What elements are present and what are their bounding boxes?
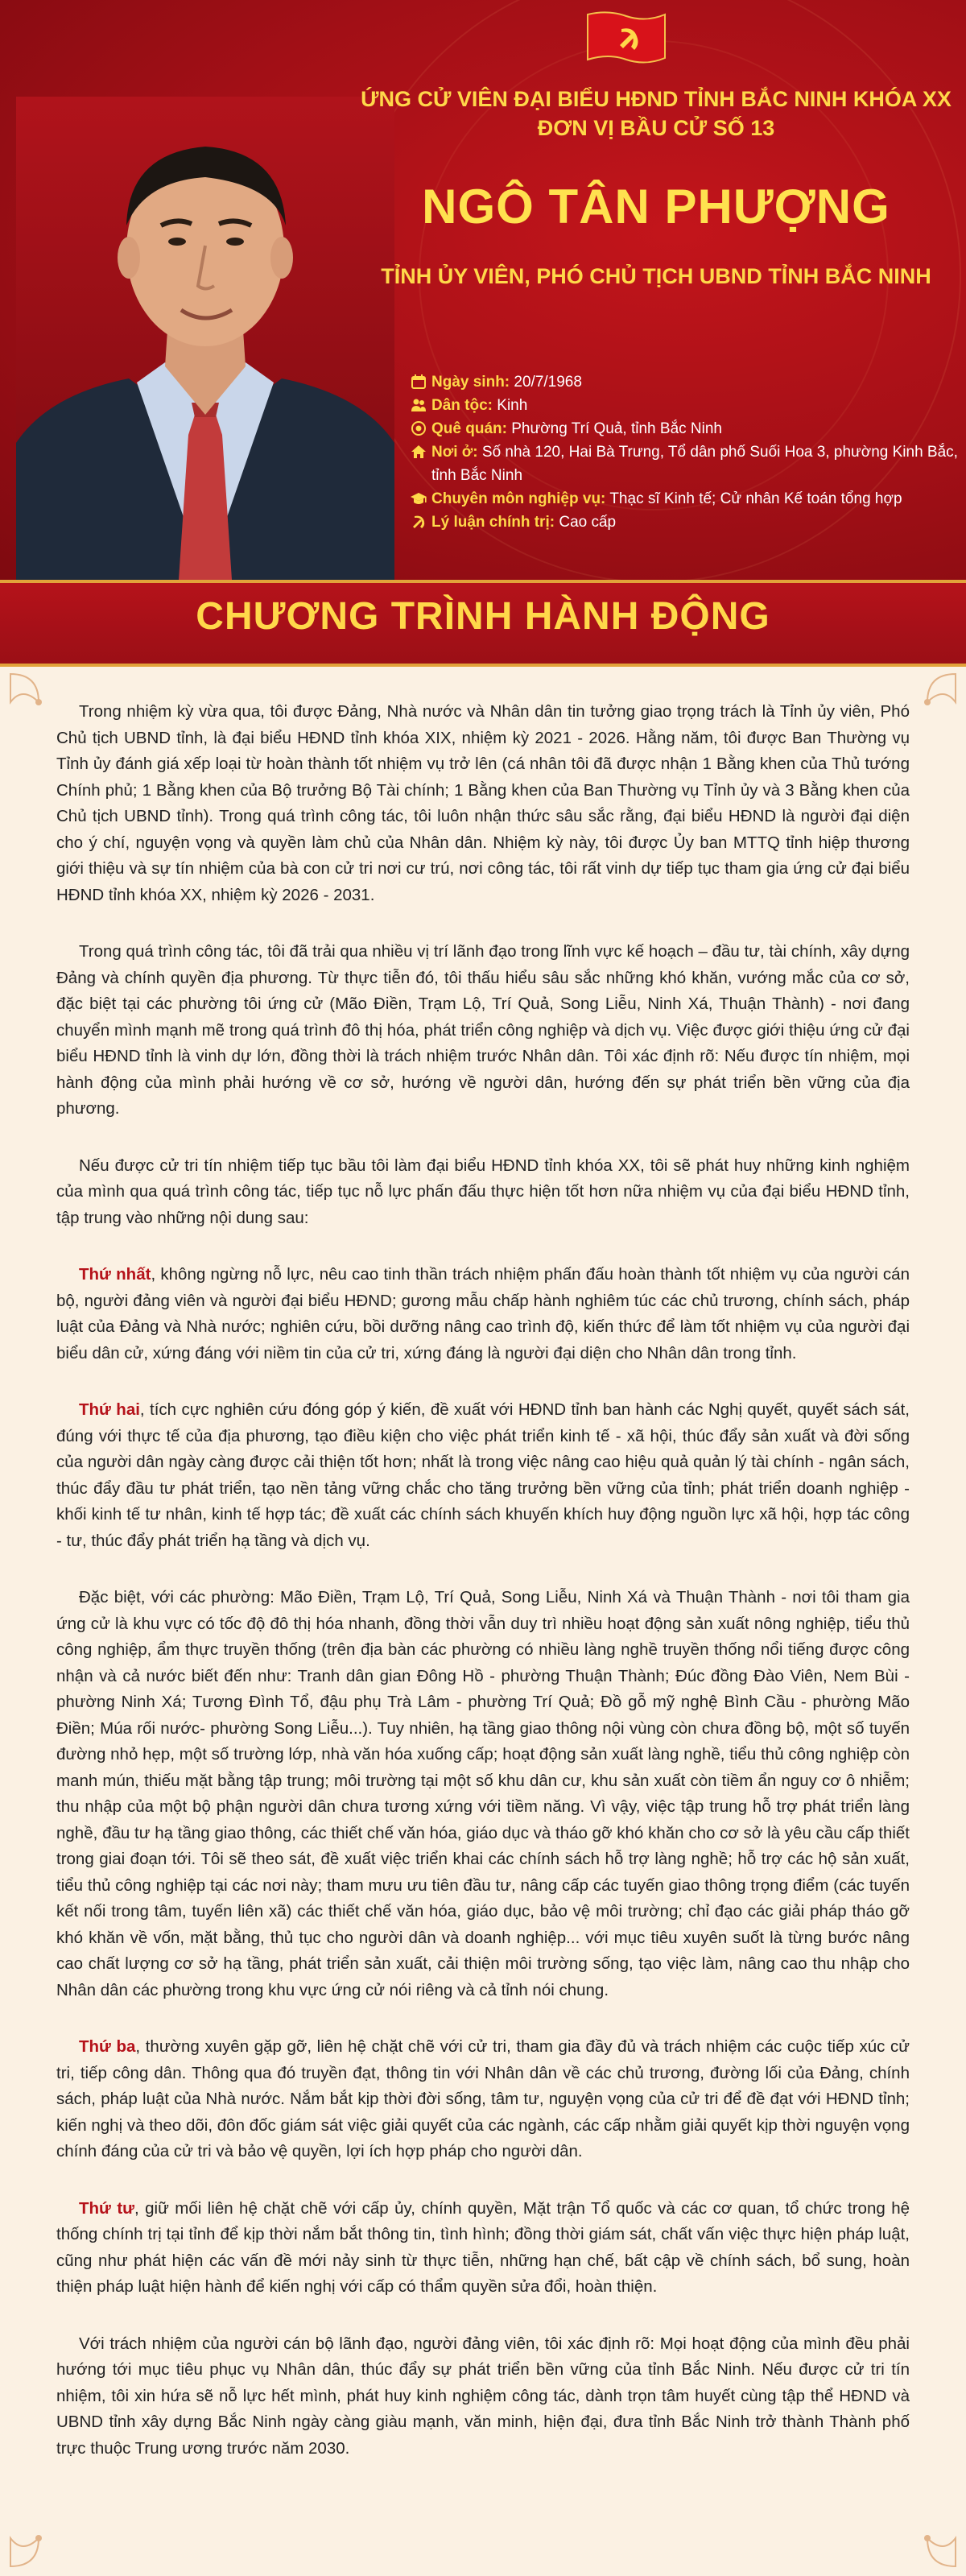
hammer-sickle-icon <box>411 514 427 530</box>
info-label: Quê quán: <box>431 420 507 437</box>
info-value: Cao cấp <box>559 514 617 531</box>
candidate-heading: ỨNG CỬ VIÊN ĐẠI BIỂU HĐND TỈNH BẮC NINH KHÓA XX <box>361 87 952 111</box>
paragraph-text: , thường xuyên gặp gỡ, liên hệ chặt chẽ với cử tri, tham gia đầy đủ và trách nhiệm các cuộc tiếp xúc cử tri, tiếp công dân. Thông qua đó truyền đạt, thông tin với Nhân dân về các chủ trương, đường lối của Đảng, chính sách, pháp luật của Nhà nước. Nắm bắt kịp thời đời sống, tâm tư, nguyện vọng của cử tri để đề đạt với HĐND tỉnh; kiến nghị và theo dõi, đôn đốc giám sát việc giải quyết của các ngành, các cấp nhằm giải quyết kịp thời nguyện vọng chính đáng của cử tri và bảo vệ quyền, lợi ích hợp pháp cho người dân. <box>56 2037 910 2160</box>
paragraph-lead: Thứ tư <box>79 2198 134 2218</box>
paragraph <box>56 1397 910 1554</box>
people-icon <box>411 397 427 413</box>
candidate-portrait <box>16 97 394 580</box>
info-label: Dân tộc: <box>431 397 493 414</box>
info-value: Kinh <box>497 397 528 414</box>
paragraph-text: Với trách nhiệm của người cán bộ lãnh đạo, người đảng viên, tôi xác định rõ: Mọi hoạt động của mình đều phải hướng tới mục tiêu phục vụ Nhân dân, thúc đẩy sự phát triển bền vững của tỉnh Bắc Ninh. Nếu được cử tri tín nhiệm, tôi xin hứa sẽ nỗ lực hết mình, phát huy kinh nghiệm công tác, dành trọn tâm huyết cùng tập thể HĐND và UBND tỉnh xây dựng Bắc Ninh ngày càng giàu mạnh, văn minh, hiện đại, đưa tỉnh Bắc Ninh trở thành Thành phố trực thuộc Trung ương trước năm 2030. <box>56 2334 910 2458</box>
info-value: 20/7/1968 <box>514 374 582 391</box>
candidate-title: TỈNH ỦY VIÊN, PHÓ CHỦ TỊCH UBND TỈNH BẮC NINH <box>381 264 931 288</box>
paragraph <box>56 1153 910 1232</box>
paragraph <box>56 1262 910 1367</box>
paragraph-text: , giữ mối liên hệ chặt chẽ với cấp ủy, chính quyền, Mặt trận Tổ quốc và các cơ quan, tổ chức trong hệ thống chính trị tại tỉnh để kịp thời nắm bắt thông tin, tình hình; đồng thời giám sát, chất vấn việc thực hiện pháp luật, cũng như phát hiện các vấn đề mới nảy sinh từ thực tiễn, những hạn chế, bất cập về chính sách, bổ sung, hoàn thiện pháp luật hiện hành để kiến nghị với cấp có thẩm quyền sửa đổi, hoàn thiện. <box>56 2198 910 2296</box>
paragraph <box>56 2331 910 2462</box>
info-label: Chuyên môn nghiệp vụ: <box>431 490 606 507</box>
paragraph-lead: Thứ ba <box>79 2037 136 2056</box>
info-row-birthdate <box>411 370 958 394</box>
header-banner <box>0 0 966 580</box>
candidate-name: NGÔ TÂN PHƯỢNG <box>422 180 890 234</box>
paragraph-text: Đặc biệt, với các phường: Mão Điền, Trạm Lộ, Trí Quả, Song Liễu, Ninh Xá và Thuận Thành - nơi tôi tham gia ứng cử là khu vực có tốc độ đô thị hóa nhanh, đồng thời vẫn duy trì nhiều hoạt động sản xuất nông nghiệp, tiểu thủ công nghiệp, ẩm thực truyền thống (trên địa bàn các phường có nhiều làng nghề truyền thống nổi tiếng được công nhận và cả nước biết đến như: Tranh dân gian Đông Hồ - phường Thuận Thành; Đúc đồng Đào Viên, Nem Bùi - phường Ninh Xá; Tương Đình Tổ, đậu phụ Trà Lâm - phường Trí Quả; Đồ gỗ mỹ nghệ Bình Cầu - phường Mão Điền; Múa rối nước- phường Song Liễu...). Tuy nhiên, hạ tầng giao thông nội vùng còn chưa đồng bộ, một số tuyến đường nhỏ hẹp, một số trường lớp, nhà văn hóa xuống cấp; hoạt động sản xuất làng nghề, tiểu thủ công nghiệp còn manh mún, thiếu mặt bằng tập trung; môi trường tại một số khu dân cư, khu sản xuất còn tiềm ẩn nguy cơ ô nhiễm; thu nhập của một bộ phận người dân chưa tương xứng với tiềm năng. Vì vậy, việc tập trung hỗ trợ phát triển làng nghề, đầu tư hạ tầng giao thông, các thiết chế văn hóa, giáo dục và tháo gỡ khó khăn cho cơ sở là yêu cầu cấp thiết trong giai đoạn tới. Tôi sẽ theo sát, đề xuất việc triển khai các chính sách hỗ trợ làng nghề; hỗ trợ các hộ sản xuất, tiểu thủ công nghiệp tại các nơi này; tham mưu ưu tiên đầu tư, nâng cấp các tuyến giao thông trọng điểm (các tuyến kết nối trong tâm, tuyến liên xã) các thiết chế văn hóa, giáo dục, bảo vệ môi trường; chỉ đạo các giải pháp tháo gỡ khó khăn về vốn, mặt bằng, thủ tục cho người dân và doanh nghiệp... với mục tiêu xuyên suốt là từng bước nâng cao chất lượng cơ sở hạ tầng, phát triển sản xuất, cải thiện môi trường sống, tạo việc làm, nâng cao thu nhập cho Nhân dân các phường trong khu vực ứng cử nói riêng và cả tỉnh nói chung. <box>56 1588 910 1999</box>
info-value: Số nhà 120, Hai Bà Trưng, Tổ dân phố Suối Hoa 3, phường Kinh Bắc, tỉnh Bắc Ninh <box>431 444 958 484</box>
info-label: Lý luận chính trị: <box>431 514 555 531</box>
info-row-political-theory <box>411 511 958 534</box>
info-row-qualification <box>411 487 958 511</box>
paragraph <box>56 699 910 908</box>
constituency-heading: ĐƠN VỊ BẦU CỬ SỐ 13 <box>537 116 775 140</box>
paragraph-lead: Thứ hai <box>79 1400 140 1419</box>
section-title: CHƯƠNG TRÌNH HÀNH ĐỘNG <box>196 595 770 638</box>
info-value: Phường Trí Quả, tỉnh Bắc Ninh <box>511 420 722 437</box>
corner-ornament-icon <box>6 2506 71 2570</box>
paragraph <box>56 939 910 1123</box>
paragraph <box>56 2196 910 2301</box>
paragraph-text: , không ngừng nỗ lực, nêu cao tinh thần trách nhiệm phấn đấu hoàn thành tốt nhiệm vụ của người cán bộ, người đảng viên và người đại biểu HĐND; gương mẫu chấp hành nghiêm túc các chủ trương, chính sách, pháp luật của Đảng và Nhà nước; nghiên cứu, bồi dưỡng nâng cao trình độ, kiến thức để làm tốt nhiệm vụ của người đại biểu dân cử, xứng đáng với niềm tin của cử tri, xứng đáng là người đại diện cho Nhân dân trong tỉnh. <box>56 1265 910 1362</box>
paragraph-lead: Thứ nhất <box>79 1265 151 1284</box>
info-row-ethnicity <box>411 394 958 417</box>
party-flag-icon <box>586 10 667 64</box>
paragraph-text: Trong nhiệm kỳ vừa qua, tôi được Đảng, Nhà nước và Nhân dân tin tưởng giao trọng trách là Tỉnh ủy viên, Phó Chủ tịch UBND tỉnh, là đại biểu HĐND tỉnh khóa XIX, nhiệm kỳ 2021 - 2026. Hằng năm, tôi được Ban Thường vụ Tỉnh ủy đánh giá xếp loại từ hoàn thành tốt nhiệm vụ trở lên (cá nhân tôi đã được nhận 1 Bằng khen của Thủ tướng Chính phủ; 1 Bằng khen của Bộ trưởng Bộ Tài chính; 1 Bằng khen của Ban Thường vụ Tỉnh ủy và 3 Bằng khen của Chủ tịch UBND tỉnh). Trong quá trình công tác, tôi luôn nhận thức sâu sắc rằng, đại biểu HĐND là người đại diện cho ý chí, nguyện vọng và quyền làm chủ của Nhân dân. Nhiệm kỳ này, tôi được Ủy ban MTTQ tỉnh hiệp thương giới thiệu và sự tín nhiệm của bà con cử tri nơi cư trú, nơi công tác, tôi rất vinh dự tiếp tục tham gia ứng cử đại biểu HĐND tỉnh khóa XX, nhiệm kỳ 2026 - 2031. <box>56 702 910 904</box>
corner-ornament-icon <box>895 2506 960 2570</box>
info-list <box>411 370 958 534</box>
paragraph-text: Nếu được cử tri tín nhiệm tiếp tục bầu tôi làm đại biểu HĐND tỉnh khóa XX, tôi sẽ phát huy những kinh nghiệm của mình qua quá trình công tác, tiếp tục nỗ lực phấn đấu thực hiện tốt hơn nữa nhiệm vụ của đại biểu HĐND tỉnh, tập trung vào những nội dung sau: <box>56 1156 910 1227</box>
info-label: Nơi ở: <box>431 444 478 461</box>
location-pin-icon <box>411 420 427 436</box>
graduation-cap-icon <box>411 490 427 507</box>
action-program-body <box>56 699 910 2492</box>
paragraph <box>56 2034 910 2165</box>
home-icon <box>411 444 427 460</box>
info-label: Ngày sinh: <box>431 374 510 391</box>
paragraph-text: , tích cực nghiên cứu đóng góp ý kiến, đề xuất với HĐND tỉnh ban hành các Nghị quyết, quyết sách sát, đúng với thực tế của địa phương, tạo điều kiện cho việc phát triển kinh tế - xã hội, thúc đẩy sản xuất và đời sống của người dân ngày càng được cải thiện tốt hơn; nhất là trong việc nâng cao hiệu quả quản lý tài chính - ngân sách, thúc đẩy đầu tư phát triển, tạo nền tảng vững chắc cho tăng trưởng bền vững của tỉnh; phát triển doanh nghiệp - khối kinh tế tư nhân, kinh tế hợp tác; đề xuất các chính sách khuyến khích huy động nguồn lực xã hội, hợp tác công - tư, thúc đẩy phát triển hạ tầng và dịch vụ. <box>56 1400 910 1550</box>
paragraph-text: Trong quá trình công tác, tôi đã trải qua nhiều vị trí lãnh đạo trong lĩnh vực kế hoạch – đầu tư, tài chính, xây dựng Đảng và chính quyền địa phương. Từ thực tiễn đó, tôi thấu hiểu sâu sắc những khó khăn, vướng mắc của cơ sở, đặc biệt tại các phường tôi ứng cử (Mão Điền, Trạm Lộ, Trí Quả, Song Liễu, Ninh Xá, Thuận Thành) - nơi đang chuyển mình mạnh mẽ trong quá trình đô thị hóa, phát triển công nghiệp và dịch vụ. Việc được giới thiệu ứng cử đại biểu HĐND tỉnh là vinh dự lớn, đồng thời là trách nhiệm trước Nhân dân. Tôi xác định rõ: Nếu được tín nhiệm, mọi hành động của mình phải hướng về cơ sở, hướng về người dân, hướng đến sự phát triển bền vững của địa phương. <box>56 942 910 1118</box>
info-row-hometown <box>411 417 958 440</box>
paragraph <box>56 1585 910 2003</box>
calendar-icon <box>411 374 427 390</box>
info-row-residence <box>411 440 958 487</box>
info-value: Thạc sĩ Kinh tế; Cử nhân Kế toán tổng hợp <box>609 490 902 507</box>
